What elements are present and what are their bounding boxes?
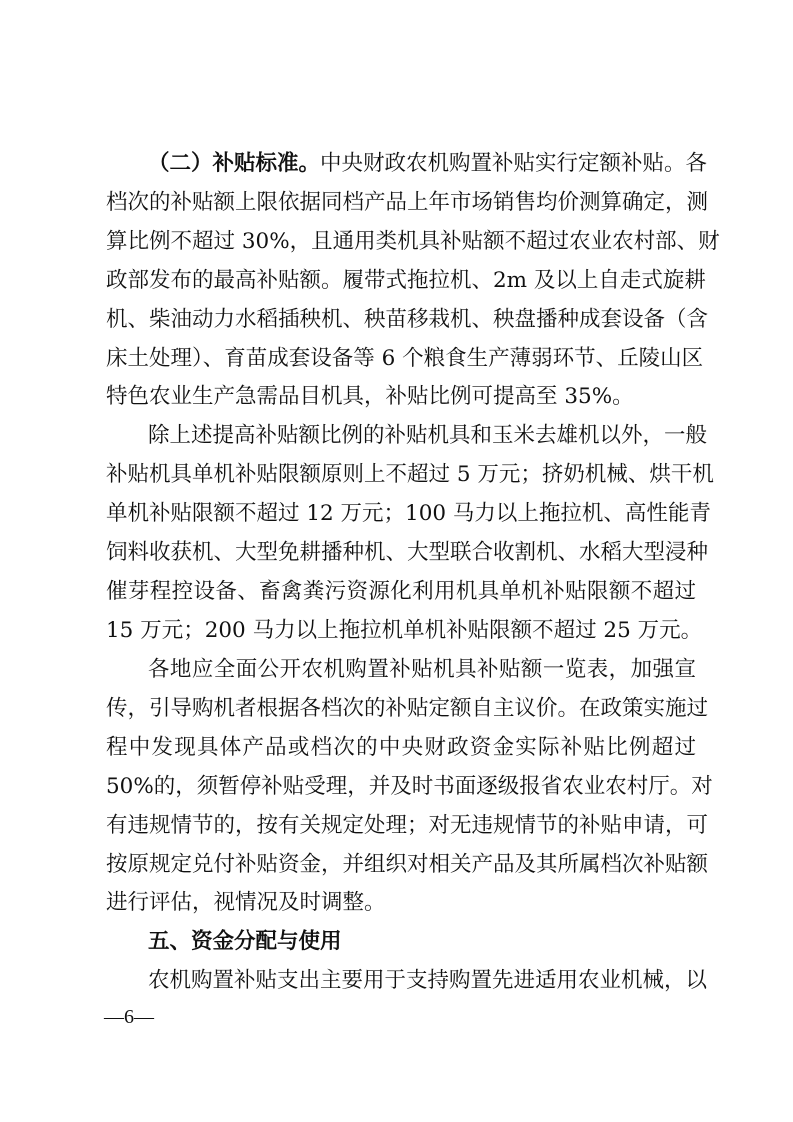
paragraph-1-line-2: 档次的补贴额上限依据同档产品上年市场销售均价测算确定，测 (106, 190, 709, 215)
paragraph-1-line-1 (148, 149, 708, 179)
section-heading: 五、资金分配与使用 (148, 929, 342, 954)
paragraph-3-line-7: 进行评估，视情况及时调整。 (106, 890, 386, 915)
page-number: —6— (104, 1006, 154, 1028)
paragraph-1-line-7: 特色农业生产急需品目机具，补贴比例可提高至 35%。 (106, 384, 634, 409)
paragraph-2-line-4: 饲料收获机、大型免耕播种机、大型联合收割机、水稻大型浸种 (106, 540, 709, 565)
paragraph-1-line-4: 政部发布的最高补贴额。履带式拖拉机、2m 及以上自走式旋耕 (106, 268, 706, 293)
paragraph-2-line-2: 补贴机具单机补贴限额原则上不超过 5 万元；挤奶机械、烘干机 (106, 462, 714, 487)
paragraph-1-line-3: 算比例不超过 30%，且通用类机具补贴额不超过农业农村部、财 (106, 229, 720, 254)
paragraph-3-line-1: 各地应全面公开农机购置补贴机具补贴额一览表，加强宣 (148, 657, 696, 682)
subsection-heading: （二）补贴标准。 (148, 151, 321, 176)
paragraph-2-line-3: 单机补贴限额不超过 12 万元；100 马力以上拖拉机、高性能青 (106, 501, 711, 526)
paragraph-2-line-1: 除上述提高补贴额比例的补贴机具和玉米去雄机以外，一般 (148, 423, 708, 448)
paragraph-2-line-6: 15 万元；200 马力以上拖拉机单机补贴限额不超过 25 万元。 (106, 618, 703, 643)
paragraph-3-line-3: 程中发现具体产品或档次的中央财政资金实际补贴比例超过 (106, 735, 696, 760)
paragraph-2-line-5: 催芽程控设备、畜禽粪污资源化利用机具单机补贴限额不超过 (106, 579, 696, 604)
paragraph-1-line-1-text: 中央财政农机购置补贴实行定额补贴。各 (320, 151, 708, 176)
paragraph-3-line-5: 有违规情节的，按有关规定处理；对无违规情节的补贴申请，可 (106, 813, 709, 838)
paragraph-3-line-4: 50%的，须暂停补贴受理，并及时书面逐级报省农业农村厅。对 (106, 774, 713, 799)
paragraph-4-line-1: 农机购置补贴支出主要用于支持购置先进适用农业机械，以 (148, 968, 708, 993)
paragraph-1-line-6: 床土处理）、育苗成套设备等 6 个粮食生产薄弱环节、丘陵山区 (106, 346, 704, 371)
paragraph-1-line-5: 机、柴油动力水稻插秧机、秧苗移栽机、秧盘播种成套设备（含 (106, 307, 709, 332)
paragraph-3-line-2: 传，引导购机者根据各档次的补贴定额自主议价。在政策实施过 (106, 696, 709, 721)
paragraph-3-line-6: 按原规定兑付补贴资金，并组织对相关产品及其所属档次补贴额 (106, 852, 709, 877)
